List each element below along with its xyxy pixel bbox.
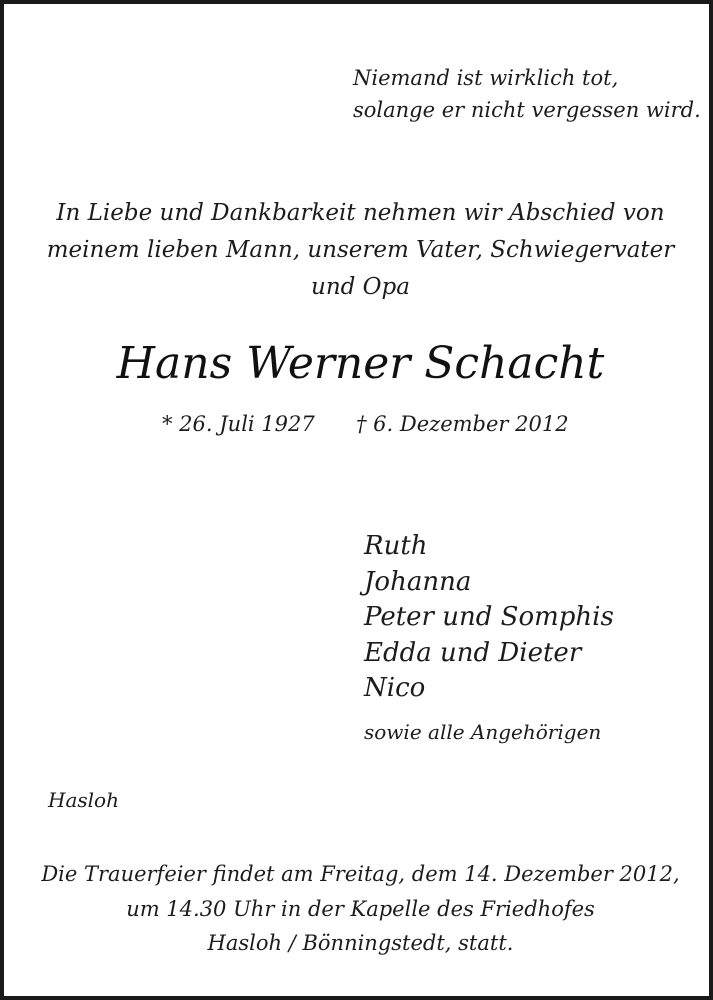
intro-line-1: In Liebe und Dankbarkeit nehmen wir Abschied von <box>56 200 665 226</box>
death-date: † 6. Dezember 2012 <box>356 412 569 436</box>
service-line-2: um 14.30 Uhr in der Kapelle des Friedhofes <box>126 896 595 921</box>
mourner-name: Johanna <box>364 566 472 597</box>
mourner-name: Nico <box>364 673 426 703</box>
birth-date: * 26. Juli 1927 <box>162 412 315 436</box>
service-line-3: Hasloh / Bönningstedt, statt. <box>207 931 514 955</box>
intro-line-2: meinem lieben Mann, unserem Vater, Schwiegervater <box>46 237 675 263</box>
motto-quote <box>353 62 701 126</box>
service-line-1: Die Trauerfeier findet am Freitag, dem 14. Dezember 2012, <box>41 862 680 886</box>
intro-line-3: und Opa <box>311 274 410 300</box>
mourner-name: Ruth <box>364 531 428 561</box>
place-name: Hasloh <box>48 788 119 812</box>
motto-line-1: Niemand ist wirklich tot, <box>353 66 619 90</box>
motto-line-2: solange er nicht vergessen wird. <box>353 98 701 122</box>
funeral-service-info <box>34 857 687 961</box>
deceased-name: Hans Werner Schacht <box>116 338 605 389</box>
relatives-note: sowie alle Angehörigen <box>364 720 602 744</box>
mourner-name: Edda und Dieter <box>364 637 582 668</box>
mourner-name: Peter und Somphis <box>364 602 614 632</box>
intro-text <box>44 195 677 306</box>
mourners-list <box>364 529 614 707</box>
